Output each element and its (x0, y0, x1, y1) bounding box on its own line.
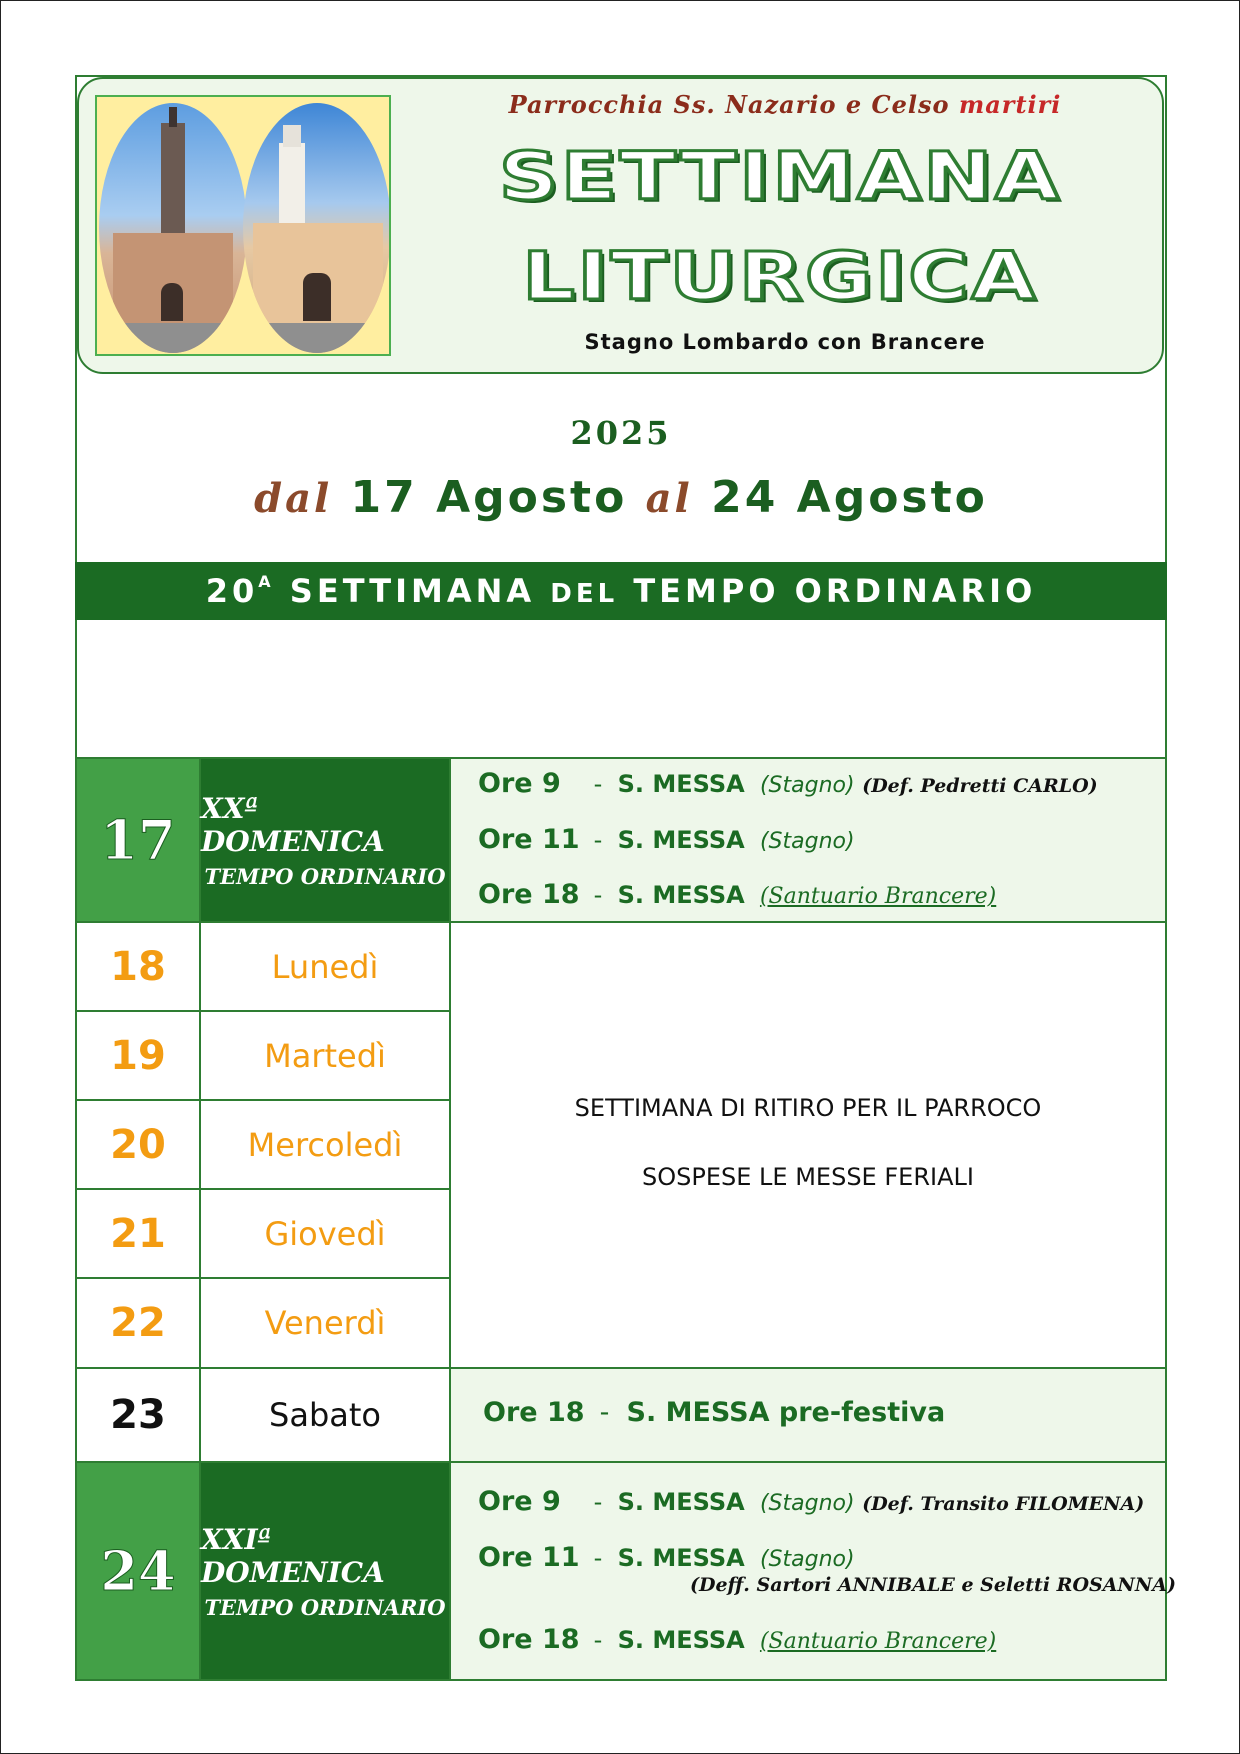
schedule-line: Ore 11 - S. MESSA (Stagno) (478, 824, 855, 855)
day-name: Martedì (199, 1010, 451, 1101)
schedule-line: Ore 18 - S. MESSA (Santuario Brancere) (478, 879, 997, 910)
church-photo-stagno (99, 103, 247, 353)
notice-cell (449, 921, 1167, 1369)
schedule-line: Ore 18 - S. MESSA pre-festiva (483, 1397, 946, 1428)
day-number: 20 (75, 1099, 201, 1190)
day-name: XXIª DOMENICA TEMPO ORDINARIO (199, 1461, 451, 1681)
day-number: 23 (75, 1367, 201, 1463)
parish-name: Parrocchia Ss. Nazario e Celso martiri (508, 90, 1062, 119)
schedule-line: Ore 9 - S. MESSA (Stagno) (Def. Pedretti CARLO) (478, 768, 1098, 799)
schedule-line: Ore 18 - S. MESSA (Santuario Brancere) (478, 1624, 997, 1655)
day-number: 19 (75, 1010, 201, 1101)
day-number: 18 (75, 921, 201, 1012)
notice-line-2: SOSPESE LE MESSE FERIALI (642, 1163, 974, 1191)
day-number: 21 (75, 1188, 201, 1279)
date-range: dal 17 Agosto al 24 Agosto (254, 472, 988, 523)
day-name: XXª DOMENICA TEMPO ORDINARIO (199, 757, 451, 923)
churches-photo (95, 95, 391, 356)
liturgical-week-band: $20^A$ SETTIMANA DEL TEMPO ORDINARIO (75, 562, 1167, 620)
day-name: Giovedì (199, 1188, 451, 1279)
title-line-1: SETTIMANA (498, 138, 1062, 215)
notice-line-1: SETTIMANA DI RITIRO PER IL PARROCO (574, 1094, 1042, 1122)
title-line-2: LITURGICA (522, 238, 1038, 315)
schedule-line: Ore 11 - S. MESSA (Stagno) (478, 1542, 855, 1573)
year: 2025 (570, 414, 672, 452)
day-name: Sabato (199, 1367, 451, 1463)
day-number: 22 (75, 1277, 201, 1369)
day-name: Venerdì (199, 1277, 451, 1369)
location-subtitle: Stagno Lombardo con Brancere (584, 330, 986, 354)
day-name: Mercoledì (199, 1099, 451, 1190)
day-number: 17 (75, 757, 201, 923)
day-number: 24 (75, 1461, 201, 1681)
day-name: Lunedì (199, 921, 451, 1012)
schedule-line-dedication: (Deff. Sartori ANNIBALE e Seletti ROSANNA) (690, 1574, 1176, 1596)
schedule-line: Ore 9 - S. MESSA (Stagno) (Def. Transito FILOMENA) (478, 1486, 1145, 1517)
